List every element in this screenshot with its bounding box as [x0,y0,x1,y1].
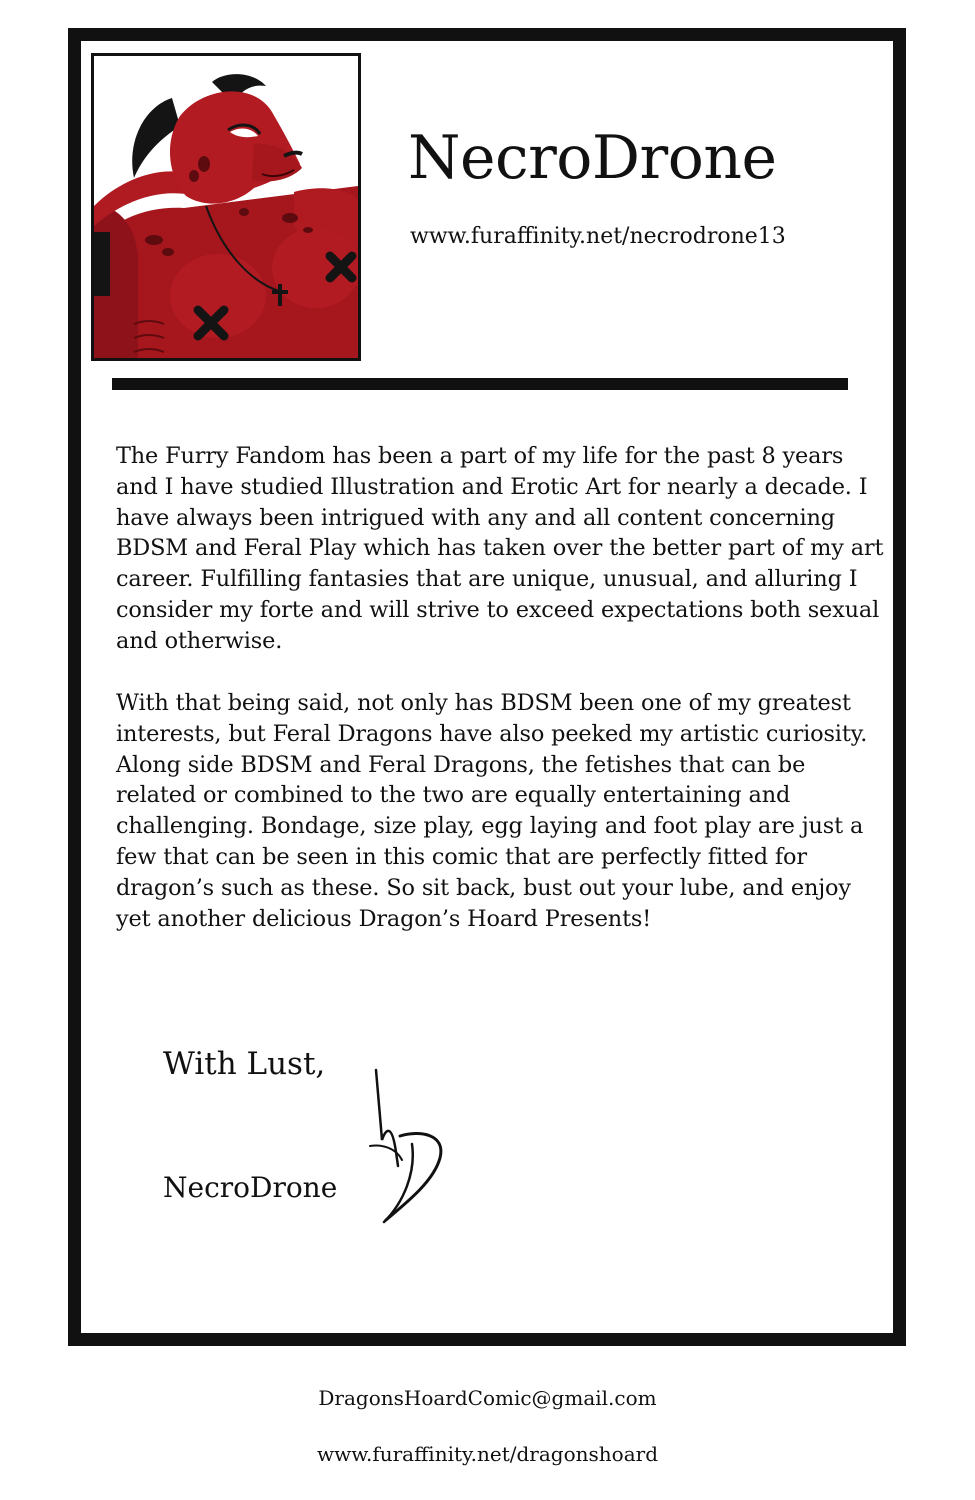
artist-name: NecroDrone [408,123,777,193]
footer-url-link[interactable]: www.furaffinity.net/dragonshoard [316,1442,658,1466]
letter-paragraph-2: With that being said, not only has BDSM been one of my greatest interests, but Feral Dragons have also peeked my artistic curiosity. Along side BDSM and Feral Dragons, the fetishes that can be related or combined to the two are equally entertaining and challenging. Bondage, size play, egg laying and foot play are just a few that can be seen in this comic that are perfectly fitted for dragon’s such as these. So sit back, bust out your lube, and enjoy yet another delicious Dragon’s Hoard Presents! [116,690,868,932]
artist-url-link[interactable]: www.furaffinity.net/necrodrone13 [410,224,786,249]
letter-closing: With Lust, [163,1046,326,1082]
letter-paragraph-1: The Furry Fandom has been a part of my life for the past 8 years and I have studied Illustration and Erotic Art for nearly a decade. I have always been intrigued with any and all content concerning BDSM and Feral Play which has taken over the better part of my art career. Fulfilling fantasies that are unique, unusual, and alluring I consider my forte and will strive to exceed expectations both sexual and otherwise. [116,443,884,654]
section-divider [112,378,848,390]
red-dragon-portrait-icon [94,56,358,358]
artist-avatar [91,53,361,361]
footer-email-link[interactable]: DragonsHoardComic@gmail.com [318,1386,657,1410]
signoff-name: NecroDrone [163,1171,338,1204]
handwritten-signature-icon [360,1062,460,1232]
